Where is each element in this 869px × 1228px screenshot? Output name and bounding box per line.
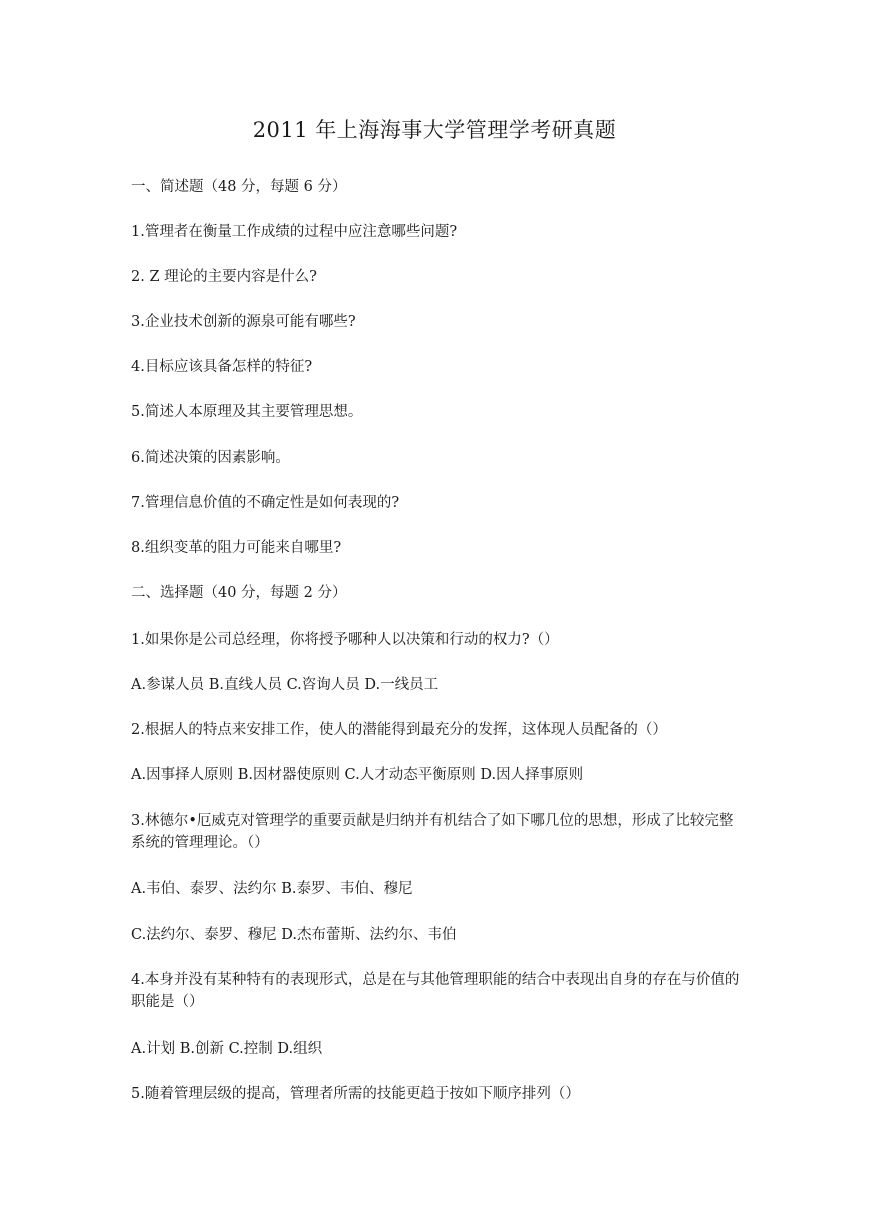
choice-question-5: 5.随着管理层级的提高，管理者所需的技能更趋于按如下顺序排列（） bbox=[131, 1086, 580, 1102]
question-6: 6.简述决策的因素影响。 bbox=[131, 450, 290, 466]
question-3: 3.企业技术创新的源泉可能有哪些? bbox=[131, 314, 356, 330]
question-5: 5.简述人本原理及其主要管理思想。 bbox=[131, 404, 363, 420]
choice-question-1: 1.如果你是公司总经理，你将授予哪种人以决策和行动的权力?（） bbox=[131, 632, 559, 648]
question-2: 2. Z 理论的主要内容是什么? bbox=[131, 269, 317, 285]
page-title: 2011 年上海海事大学管理学考研真题 bbox=[252, 118, 617, 142]
question-8: 8.组织变革的阻力可能来自哪里? bbox=[131, 540, 342, 556]
question-1: 1.管理者在衡量工作成绩的过程中应注意哪些问题? bbox=[131, 224, 458, 240]
choice-options-4: A.计划 B.创新 C.控制 D.组织 bbox=[131, 1041, 323, 1057]
question-7: 7.管理信息价值的不确定性是如何表现的? bbox=[131, 495, 400, 511]
question-4: 4.目标应该具备怎样的特征? bbox=[131, 359, 313, 375]
choice-question-2: 2.根据人的特点来安排工作，使人的潜能得到最充分的发挥，这体现人员配备的（） bbox=[131, 722, 667, 738]
section-heading-short-answer: 一、简述题（48 分，每题 6 分） bbox=[131, 179, 347, 195]
choice-options-3a: A.韦伯、泰罗、法约尔 B.泰罗、韦伯、穆尼 bbox=[131, 881, 413, 897]
choice-options-1: A.参谋人员 B.直线人员 C.咨询人员 D.一线员工 bbox=[131, 677, 439, 693]
choice-options-3b: C.法约尔、泰罗、穆尼 D.杰布蕾斯、法约尔、韦伯 bbox=[131, 927, 457, 943]
choice-question-3: 3.林德尔•厄威克对管理学的重要贡献是归纳并有机结合了如下哪几位的思想，形成了比较完整系统的管理理论。（） bbox=[131, 813, 734, 851]
section-heading-multiple-choice: 二、选择题（40 分，每题 2 分） bbox=[131, 585, 347, 601]
choice-options-2: A.因事择人原则 B.因材器使原则 C.人才动态平衡原则 D.因人择事原则 bbox=[131, 767, 584, 783]
choice-question-4: 4.本身并没有某种特有的表现形式，总是在与其他管理职能的结合中表现出自身的存在与价值的职能是（） bbox=[131, 972, 740, 1010]
